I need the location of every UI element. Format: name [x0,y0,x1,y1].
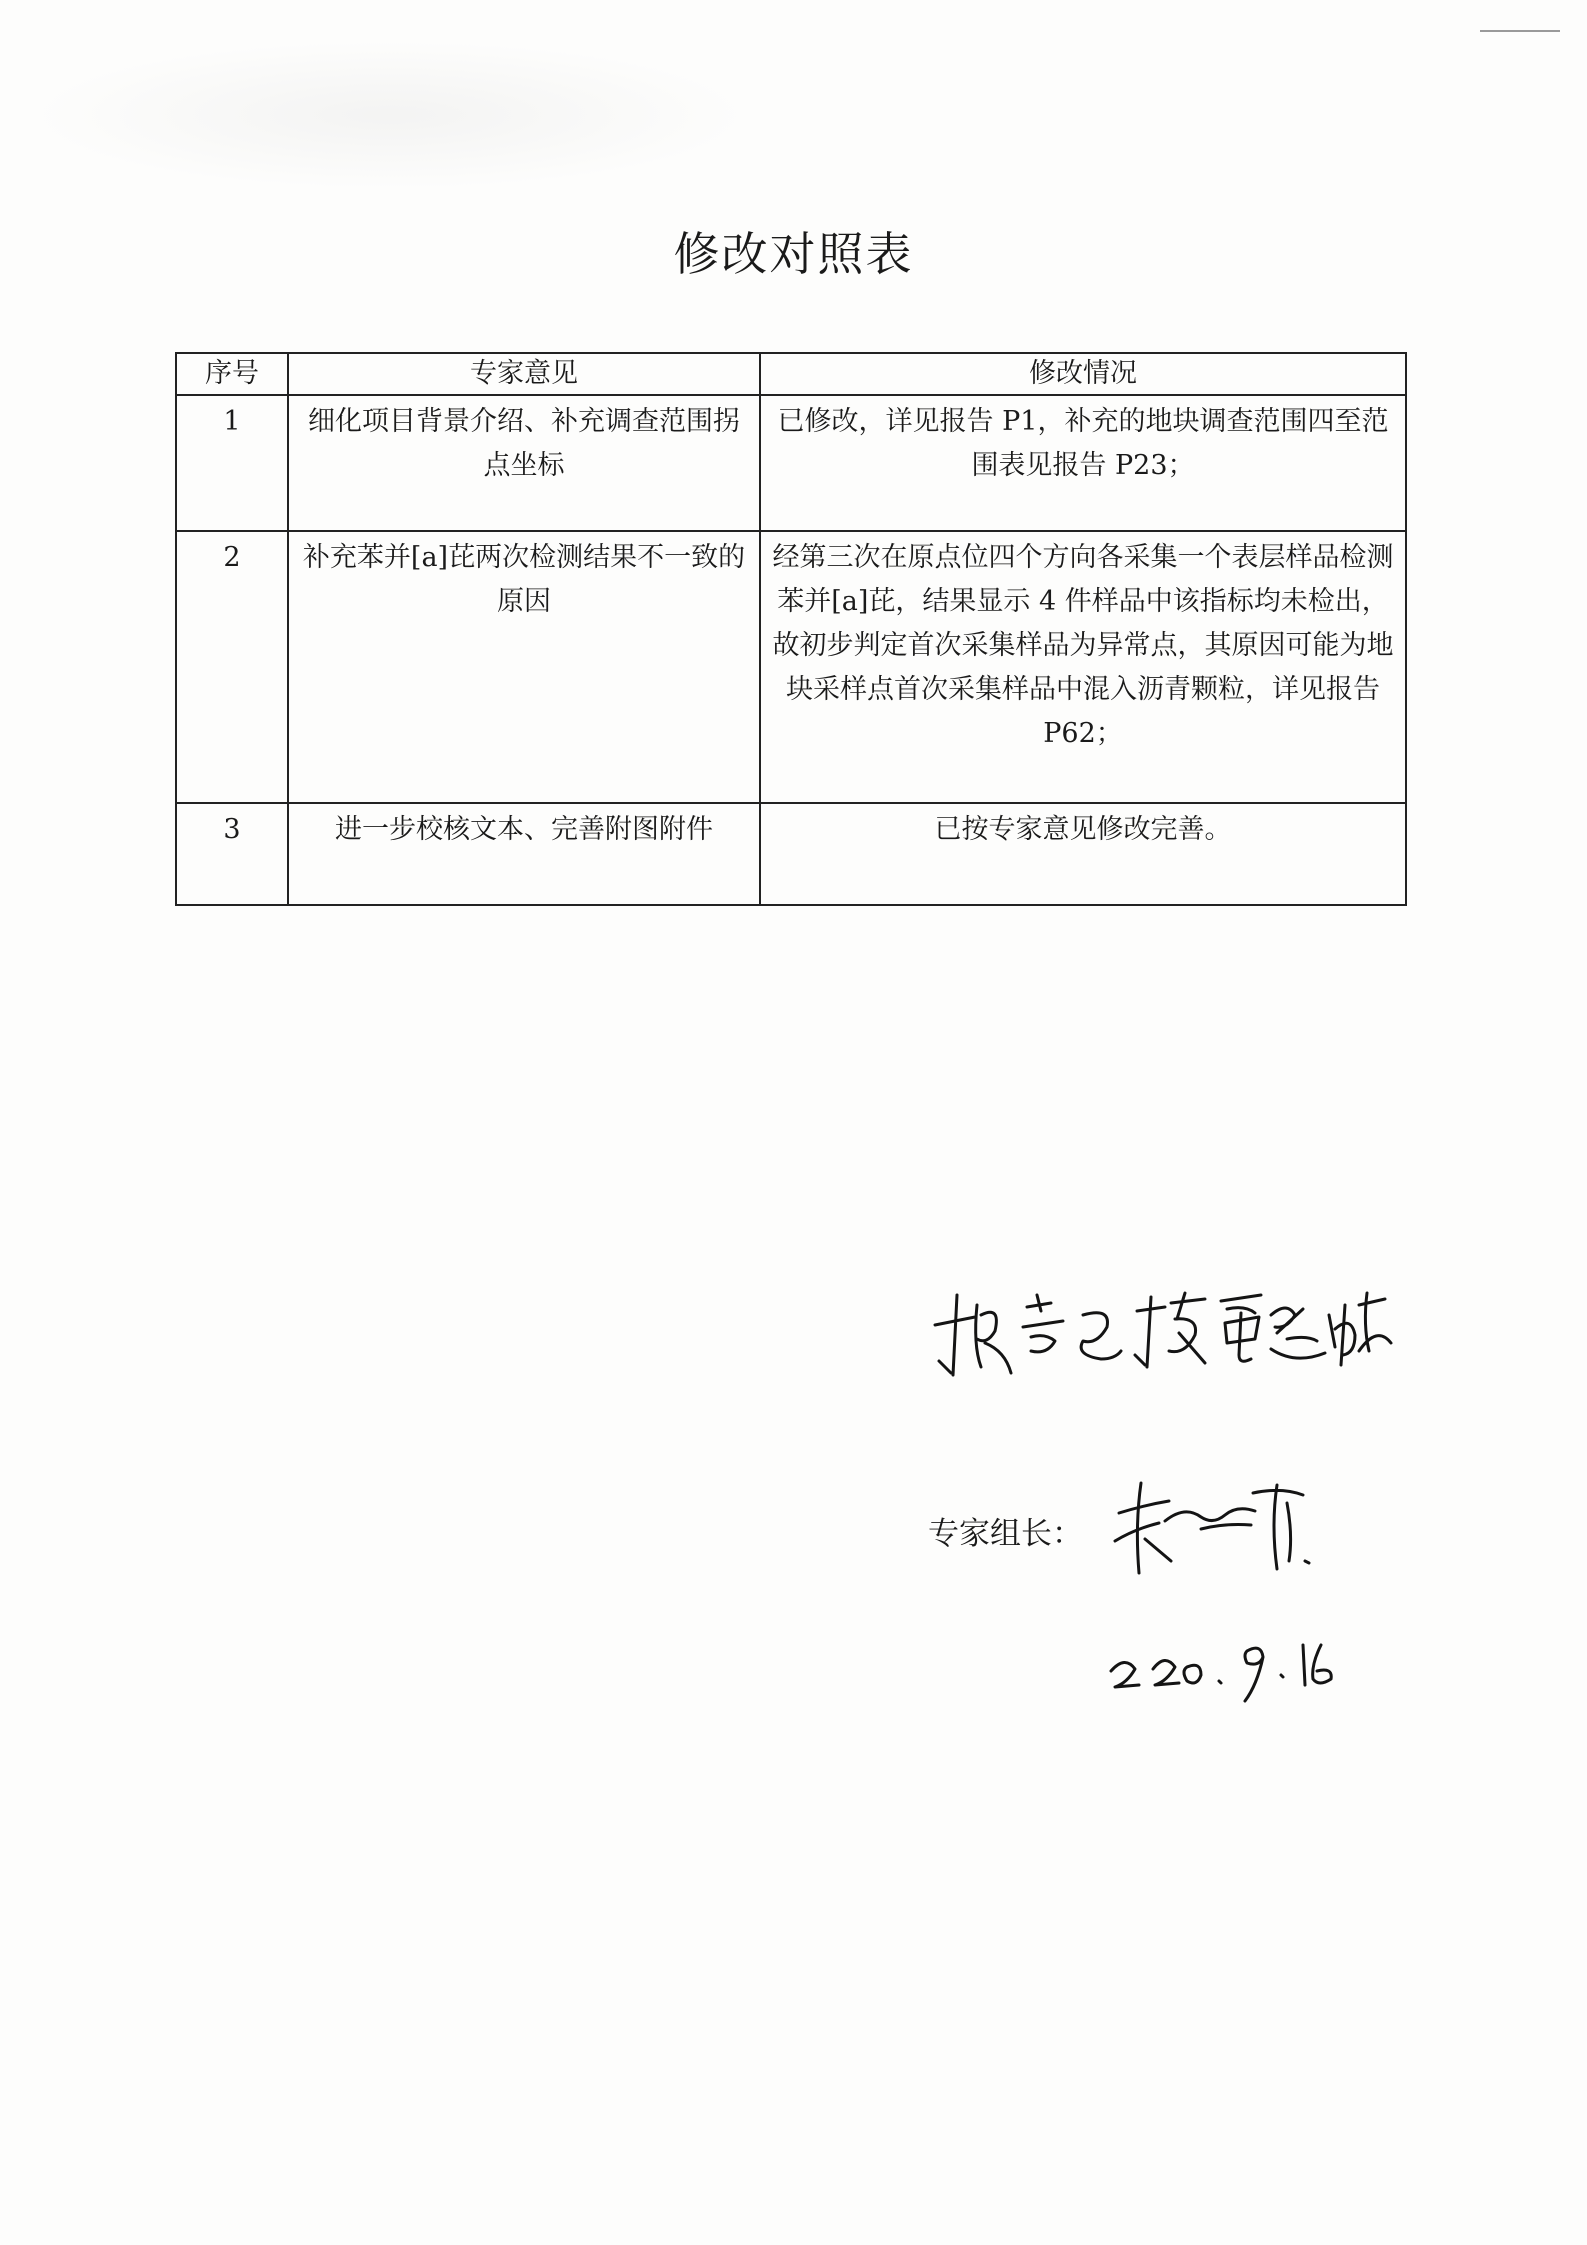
handwritten-note [915,1255,1395,1395]
row-revision: 已修改，详见报告 P1，补充的地块调查范围四至范围表见报告 P23； [760,395,1406,531]
row-number: 3 [176,803,288,905]
table-row [176,395,1406,531]
table-row [176,803,1406,905]
row-opinion: 细化项目背景介绍、补充调查范围拐点坐标 [288,395,760,531]
row-opinion: 补充苯并[a]芘两次检测结果不一致的原因 [288,531,760,803]
header-expert-opinion: 专家意见 [288,353,760,395]
scan-edge-line [1480,30,1560,32]
header-number: 序号 [176,353,288,395]
document-title: 修改对照表 [673,227,914,281]
row-revision: 经第三次在原点位四个方向各采集一个表层样品检测苯并[a]芘，结果显示 4 件样品中该指标均未检出，故初步判定首次采集样品为异常点，其原因可能为地块采样点首次采集样品中混入沥青颗粒，详见报告 P62； [760,531,1406,803]
signature-date [1105,1615,1365,1705]
table-header-row [176,353,1406,395]
row-number: 2 [176,531,288,803]
expert-leader-label: 专家组长： [928,1516,1083,1552]
row-opinion: 进一步校核文本、完善附图附件 [288,803,760,905]
table-row [176,531,1406,803]
row-number: 1 [176,395,288,531]
row-revision: 已按专家意见修改完善。 [760,803,1406,905]
revision-table [175,352,1407,906]
scan-smudge [30,40,750,190]
signature [1105,1465,1335,1585]
header-revision-status: 修改情况 [760,353,1406,395]
